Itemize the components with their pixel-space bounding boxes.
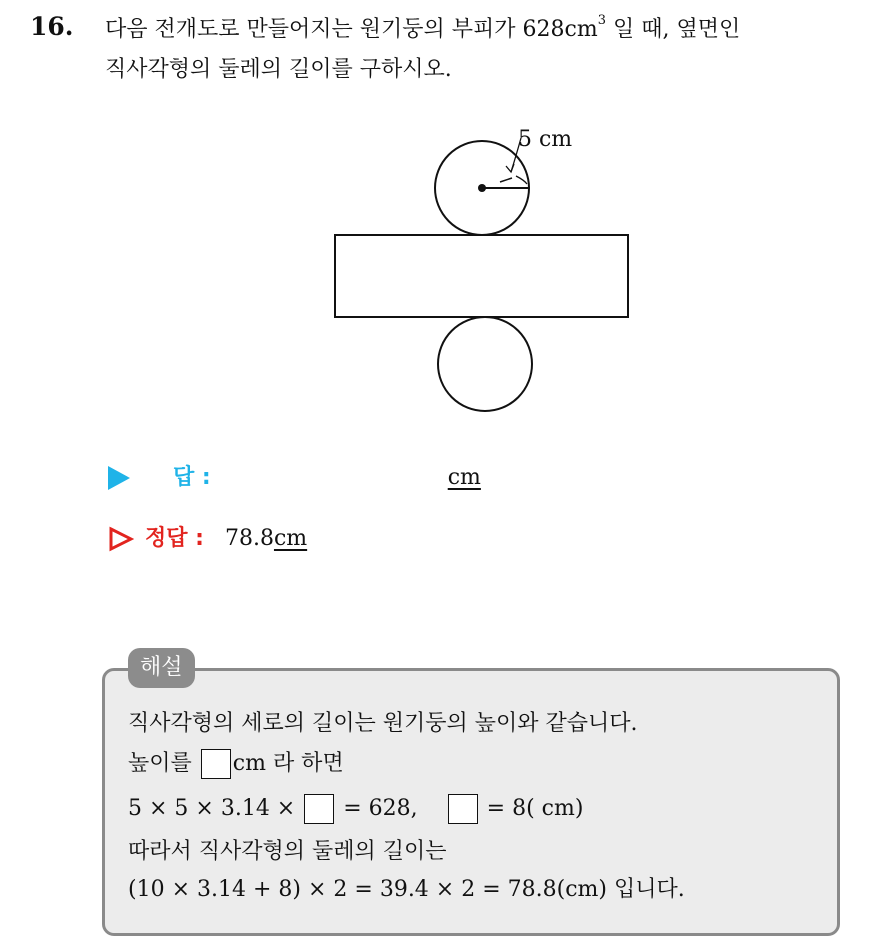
correct-answer-label: 정답 : [145,526,204,551]
correct-answer-unit: cm [273,526,308,551]
solution-line-1: 직사각형의 세로의 길이는 원기둥의 높이와 같습니다. [128,711,638,736]
center-dot [478,184,486,192]
superscript-3: 3 [597,12,606,28]
solution-tab: 해설 [128,648,195,688]
cylinder-net-diagram [320,120,640,420]
question-text-line1: 다음 전개도로 만들어지는 원기둥의 부피가 $628cm^3$ 일 때, 옆면인 [105,12,741,42]
lateral-rectangle [335,235,628,317]
blank-box [448,794,478,824]
solution-line-5: (10 × 3.14 + 8) × 2 = 39.4 × 2 = 78.8(cm) 입니다. [128,877,685,902]
correct-answer-value: 78.8 [224,526,274,551]
radius-label: 5 cm [518,127,573,152]
solution-line-3: 5 × 5 × 3.14 × = 628, = 8( cm) [128,794,583,824]
solution-line-2: 높이를 cm 라 하면 [128,746,344,779]
question-text-line2: 직사각형의 둘레의 길이를 구하시오. [105,57,452,82]
correct-answer-row [108,521,307,555]
radius-tick [516,176,527,184]
answer-label: 답 : [173,465,211,490]
solution-line-4: 따라서 직사각형의 둘레의 길이는 [128,839,447,864]
radius-arrow [500,178,512,182]
blank-box [304,794,334,824]
answer-row [108,460,481,494]
bottom-circle [438,317,532,411]
question-number: 16. [30,12,74,41]
answer-unit: cm [447,465,481,490]
outline-triangle-icon [108,526,134,552]
filled-triangle-icon [108,466,130,490]
blank-box [201,749,231,779]
